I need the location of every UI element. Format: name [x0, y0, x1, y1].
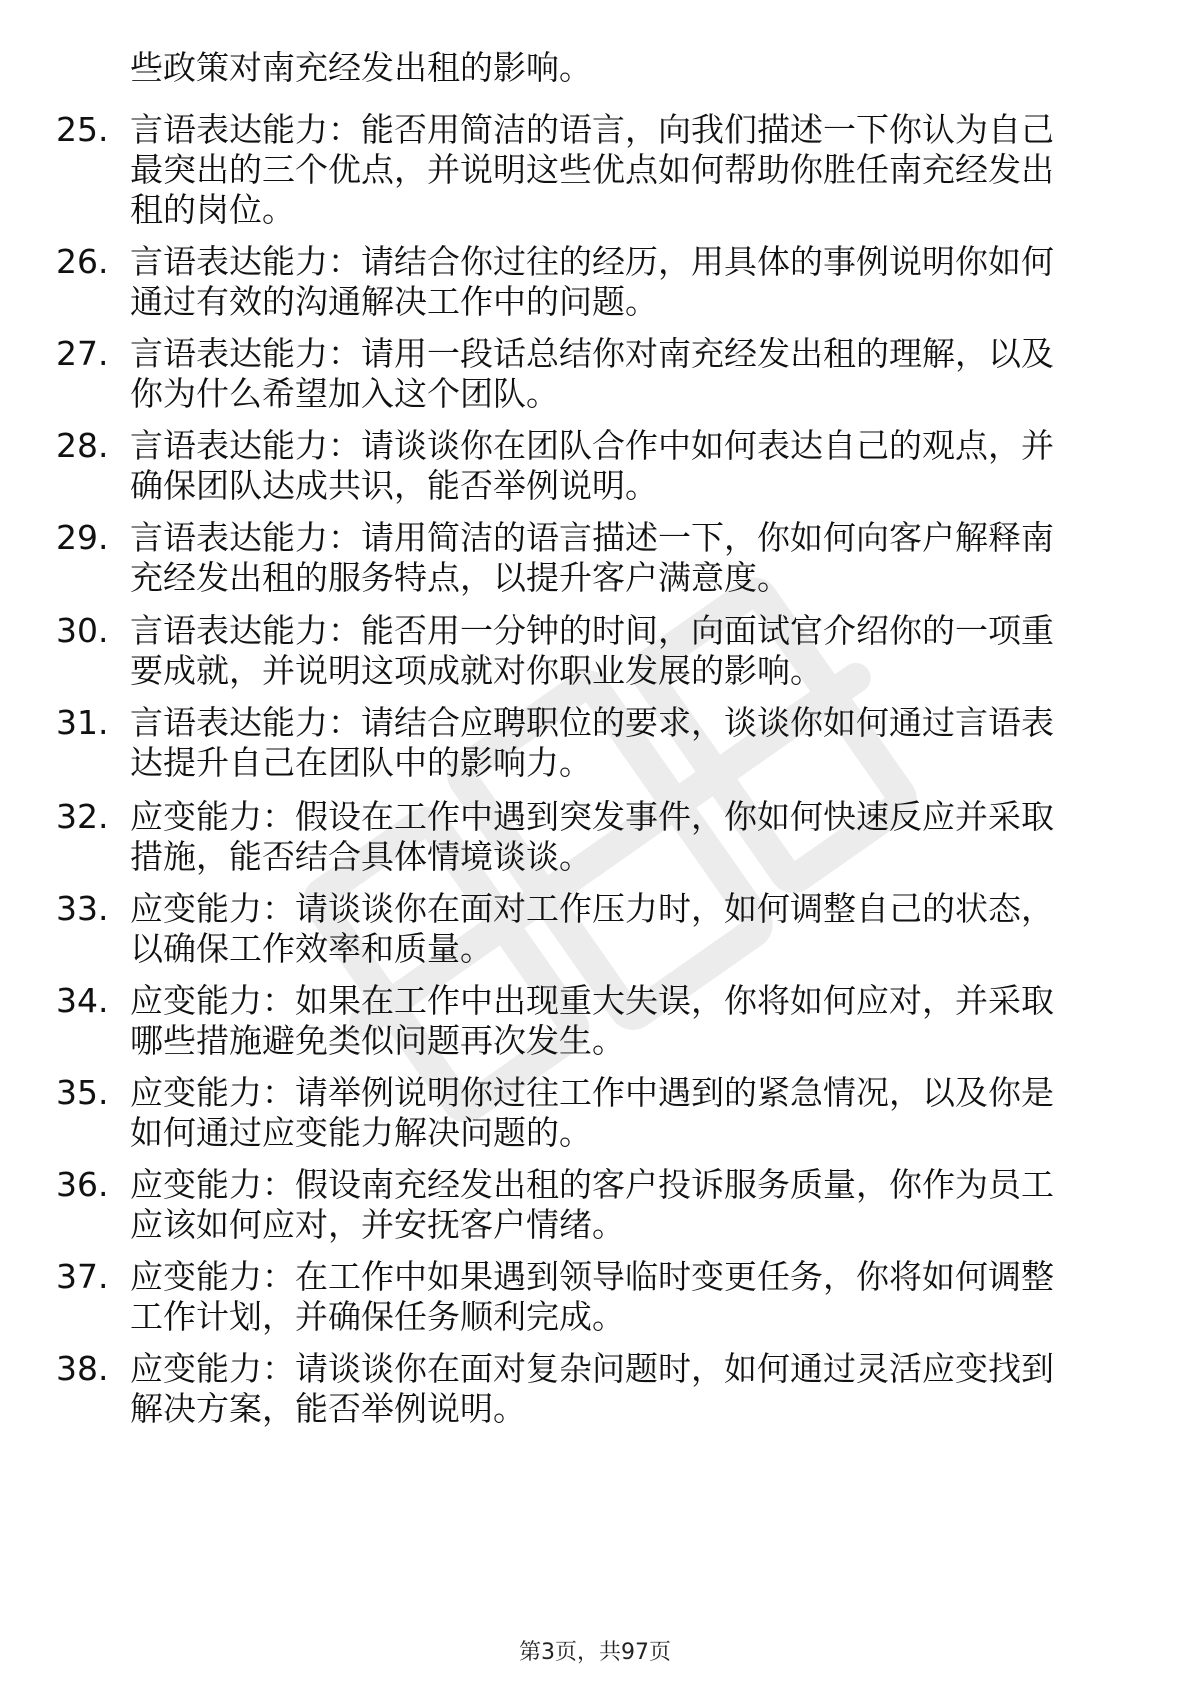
item-text-line: 如何通过应变能力解决问题的。	[130, 1113, 592, 1152]
list-item	[56, 242, 1136, 322]
item-text-line: 应变能力：请谈谈你在面对复杂问题时，如何通过灵活应变找到	[130, 1349, 1054, 1388]
item-text-line: 通过有效的沟通解决工作中的问题。	[130, 282, 658, 321]
item-number: 31.	[56, 703, 109, 742]
item-text-line: 言语表达能力：请用简洁的语言描述一下，你如何向客户解释南	[130, 518, 1054, 557]
item-text-line: 最突出的三个优点，并说明这些优点如何帮助你胜任南充经发出	[130, 150, 1054, 189]
item-text	[130, 242, 1130, 322]
item-number: 30.	[56, 611, 109, 650]
item-number: 38.	[56, 1349, 109, 1388]
list-item	[56, 889, 1136, 969]
item-text-line: 言语表达能力：请结合应聘职位的要求，谈谈你如何通过言语表	[130, 703, 1054, 742]
item-number: 25.	[56, 110, 109, 149]
item-text-line: 言语表达能力：请谈谈你在团队合作中如何表达自己的观点，并	[130, 426, 1054, 465]
item-text-line: 租的岗位。	[130, 190, 295, 229]
item-text	[130, 611, 1130, 691]
item-text-line: 言语表达能力：能否用一分钟的时间，向面试官介绍你的一项重	[130, 611, 1054, 650]
item-text-line: 言语表达能力：请结合你过往的经历，用具体的事例说明你如何	[130, 242, 1054, 281]
list-item	[56, 1073, 1136, 1153]
list-item	[56, 797, 1136, 877]
item-text	[130, 1165, 1130, 1245]
item-text	[130, 334, 1130, 414]
item-number: 37.	[56, 1257, 109, 1296]
item-text-line: 应变能力：假设在工作中遇到突发事件，你如何快速反应并采取	[130, 797, 1054, 836]
item-text-line: 应变能力：假设南充经发出租的客户投诉服务质量，你作为员工	[130, 1165, 1054, 1204]
item-text-line: 解决方案，能否举例说明。	[130, 1389, 526, 1428]
list-item	[56, 703, 1136, 783]
item-text	[130, 889, 1130, 969]
item-number: 28.	[56, 426, 109, 465]
list-item	[56, 334, 1136, 414]
item-text-line: 言语表达能力：请用一段话总结你对南充经发出租的理解，以及	[130, 334, 1054, 373]
item-text-line: 应该如何应对，并安抚客户情绪。	[130, 1205, 625, 1244]
item-number: 33.	[56, 889, 109, 928]
item-text-line: 确保团队达成共识，能否举例说明。	[130, 466, 658, 505]
item-text-line: 应变能力：请谈谈你在面对工作压力时，如何调整自己的状态，	[130, 889, 1054, 928]
item-text-line: 充经发出租的服务特点，以提升客户满意度。	[130, 558, 790, 597]
item-text-line: 达提升自己在团队中的影响力。	[130, 743, 592, 782]
list-item	[56, 518, 1136, 598]
item-number: 35.	[56, 1073, 109, 1112]
list-item	[56, 426, 1136, 506]
list-item	[56, 1257, 1136, 1337]
item-text-line: 应变能力：在工作中如果遇到领导临时变更任务，你将如何调整	[130, 1257, 1054, 1296]
item-number: 36.	[56, 1165, 109, 1204]
page-number: 第3页，共97页	[519, 1640, 671, 1665]
list-item	[56, 981, 1136, 1061]
item-number: 29.	[56, 518, 109, 557]
item-number: 34.	[56, 981, 109, 1020]
item-text	[130, 426, 1130, 506]
item-text	[130, 1349, 1130, 1429]
item-text-line: 以确保工作效率和质量。	[130, 929, 493, 968]
item-text-line: 要成就，并说明这项成就对你职业发展的影响。	[130, 651, 823, 690]
list-item	[56, 1349, 1136, 1429]
item-number: 32.	[56, 797, 109, 836]
item-text	[130, 1073, 1130, 1153]
item-text-line: 应变能力：如果在工作中出现重大失误，你将如何应对，并采取	[130, 981, 1054, 1020]
item-text	[130, 518, 1130, 598]
item-text-line: 应变能力：请举例说明你过往工作中遇到的紧急情况，以及你是	[130, 1073, 1054, 1112]
item-text	[130, 797, 1130, 877]
item-text	[130, 981, 1130, 1061]
item-text-line: 措施，能否结合具体情境谈谈。	[130, 837, 592, 876]
item-text-line: 言语表达能力：能否用简洁的语言，向我们描述一下你认为自己	[130, 110, 1054, 149]
item-number: 26.	[56, 242, 109, 281]
item-number: 27.	[56, 334, 109, 373]
list-item	[56, 1165, 1136, 1245]
item-text-line: 哪些措施避免类似问题再次发生。	[130, 1021, 625, 1060]
item-text-line: 工作计划，并确保任务顺利完成。	[130, 1297, 625, 1336]
item-text	[130, 110, 1130, 230]
item-text	[130, 1257, 1130, 1337]
list-item	[56, 110, 1136, 230]
item-text-line: 你为什么希望加入这个团队。	[130, 374, 559, 413]
item-text	[130, 703, 1130, 783]
continuation-line: 些政策对南充经发出租的影响。	[130, 48, 592, 87]
list-item	[56, 611, 1136, 691]
